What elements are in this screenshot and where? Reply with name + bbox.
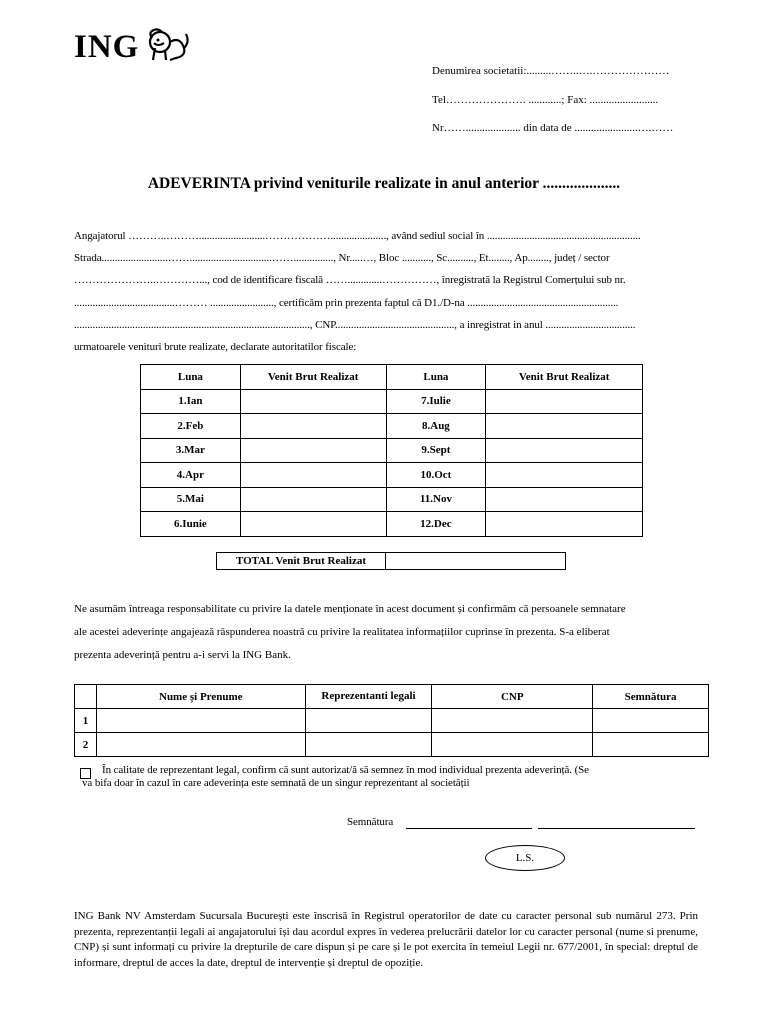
income-cell[interactable] xyxy=(486,414,643,439)
total-income-label: TOTAL Venit Brut Realizat xyxy=(217,553,386,569)
document-title: ADEVERINTA privind veniturile realizate in anul anterior .................... xyxy=(147,175,621,192)
row-number: 2 xyxy=(75,733,97,757)
month-header: Luna xyxy=(141,365,241,390)
income-cell[interactable] xyxy=(486,487,643,512)
month-cell: 7.Iulie xyxy=(386,389,486,414)
month-header: Luna xyxy=(386,365,486,390)
certify-line: ......................................……… ........................, certificăm prin prezenta faptul că D1./D-na ......................................................... xyxy=(74,297,619,309)
lion-icon xyxy=(143,28,193,67)
income-table xyxy=(140,364,643,537)
income-intro-line: urmatoarele venituri brute realizate, declarate autoritatilor fiscale: xyxy=(74,341,357,353)
table-row xyxy=(75,733,709,757)
representatives-header xyxy=(75,685,709,709)
table-row xyxy=(141,414,643,439)
legal-rep-header: Reprezentanti legali xyxy=(305,685,432,709)
gross-income-header: Venit Brut Realizat xyxy=(486,365,643,390)
statement-line: prezenta adeverință pentru a-i servi la ING Bank. xyxy=(74,649,291,661)
income-cell[interactable] xyxy=(240,389,386,414)
statement-line: ale acestei adeverințe angajează răspunderea noastră cu privire la realitatea informațiilor cuprinse în prezenta. S-a eliberat xyxy=(74,626,610,638)
cnp-header: CNP xyxy=(432,685,593,709)
legal-rep-cell[interactable] xyxy=(305,733,432,757)
responsibility-statement xyxy=(74,598,708,667)
authorization-text-line: În calitate de reprezentant legal, confirm că sunt autorizat/ă să semnez în mod individual prezenta adeverință. (Se xyxy=(102,764,589,776)
cnp-cell[interactable] xyxy=(432,733,593,757)
table-row xyxy=(141,389,643,414)
row-number-header xyxy=(75,685,97,709)
income-table-header xyxy=(141,365,643,390)
income-cell[interactable] xyxy=(486,463,643,488)
employer-line: Angajatorul ………..……….........................………………....................., având sediul social în .......................................................... xyxy=(74,230,641,242)
tel-fax-field: Tel…………………. ............; Fax: ......................... xyxy=(432,94,659,106)
month-cell: 2.Feb xyxy=(141,414,241,439)
income-cell[interactable] xyxy=(240,438,386,463)
cnp-cell[interactable] xyxy=(432,709,593,733)
signature-label: Semnătura xyxy=(347,816,394,828)
authorization-text-line: va bifa doar în cazul în care adeverința este semnată de un singur reprezentant al societății xyxy=(82,777,470,789)
name-header: Nume și Prenume xyxy=(96,685,305,709)
ing-logo xyxy=(74,28,193,67)
month-cell: 9.Sept xyxy=(386,438,486,463)
signature-line[interactable] xyxy=(406,827,532,829)
name-cell[interactable] xyxy=(96,709,305,733)
company-name-field: Denumirea societatii:.........……..….………………… xyxy=(432,65,670,77)
row-number: 1 xyxy=(75,709,97,733)
income-cell[interactable] xyxy=(486,389,643,414)
cnp-line: ........................................................................................., CNP............................................., a inregistrat in anul .................................. xyxy=(74,319,636,331)
signature-cell[interactable] xyxy=(593,709,709,733)
total-income-value[interactable] xyxy=(386,553,565,569)
month-cell: 8.Aug xyxy=(386,414,486,439)
income-cell[interactable] xyxy=(240,414,386,439)
legal-rep-cell[interactable] xyxy=(305,709,432,733)
table-row xyxy=(141,438,643,463)
street-line: Strada.........................……...............................……..............., Nr.....…, Bloc ..........., Sc.........., Et........, Ap........, județ / sector xyxy=(74,252,610,264)
total-income-box xyxy=(216,552,566,570)
income-cell[interactable] xyxy=(240,512,386,537)
month-cell: 11.Nov xyxy=(386,487,486,512)
table-row xyxy=(141,487,643,512)
month-cell: 10.Oct xyxy=(386,463,486,488)
statement-line: Ne asumăm întreaga responsabilitate cu privire la datele menționate în acest document și confirmăm că persoanele semnatare xyxy=(74,603,626,615)
income-cell[interactable] xyxy=(240,487,386,512)
name-cell[interactable] xyxy=(96,733,305,757)
gross-income-header: Venit Brut Realizat xyxy=(240,365,386,390)
month-cell: 4.Apr xyxy=(141,463,241,488)
representatives-table xyxy=(74,684,709,757)
month-cell: 12.Dec xyxy=(386,512,486,537)
signature-line[interactable] xyxy=(538,827,695,829)
month-cell: 3.Mar xyxy=(141,438,241,463)
month-cell: 1.Ian xyxy=(141,389,241,414)
signature-cell[interactable] xyxy=(593,733,709,757)
table-row xyxy=(141,463,643,488)
number-date-field: Nr…….................... din data de .......................….…… xyxy=(432,122,674,134)
income-cell[interactable] xyxy=(486,438,643,463)
signature-header: Semnătura xyxy=(593,685,709,709)
table-row xyxy=(141,512,643,537)
logo-text: ING xyxy=(74,29,140,65)
income-cell[interactable] xyxy=(486,512,643,537)
month-cell: 5.Mai xyxy=(141,487,241,512)
income-cell[interactable] xyxy=(240,463,386,488)
data-protection-notice: ING Bank NV Amsterdam Sucursala București este înscrisă în Registrul operatorilor de date cu caracter personal sub numărul 273. Prin prezenta, reprezentanții legali ai angajatorului își dau acordul expres în vederea prelucrării datelor lor cu caracter personal (nume si prenume, CNP) și sunt informați cu privire la drepturile de care dispun și pe care și le pot exercita în temeiul Legii nr. 677/2001, în special: dreptul de informare, dreptul de acces la date, dreptul de intervenție și dreptul de opoziție. xyxy=(74,910,698,969)
table-row xyxy=(75,709,709,733)
fiscal-code-line: …………………..…………..., cod de identificare fiscală …….............……………, înregistrată la Registrul Comerțului sub nr. xyxy=(74,274,626,286)
ls-stamp: L.S. xyxy=(485,845,565,871)
month-cell: 6.Iunie xyxy=(141,512,241,537)
